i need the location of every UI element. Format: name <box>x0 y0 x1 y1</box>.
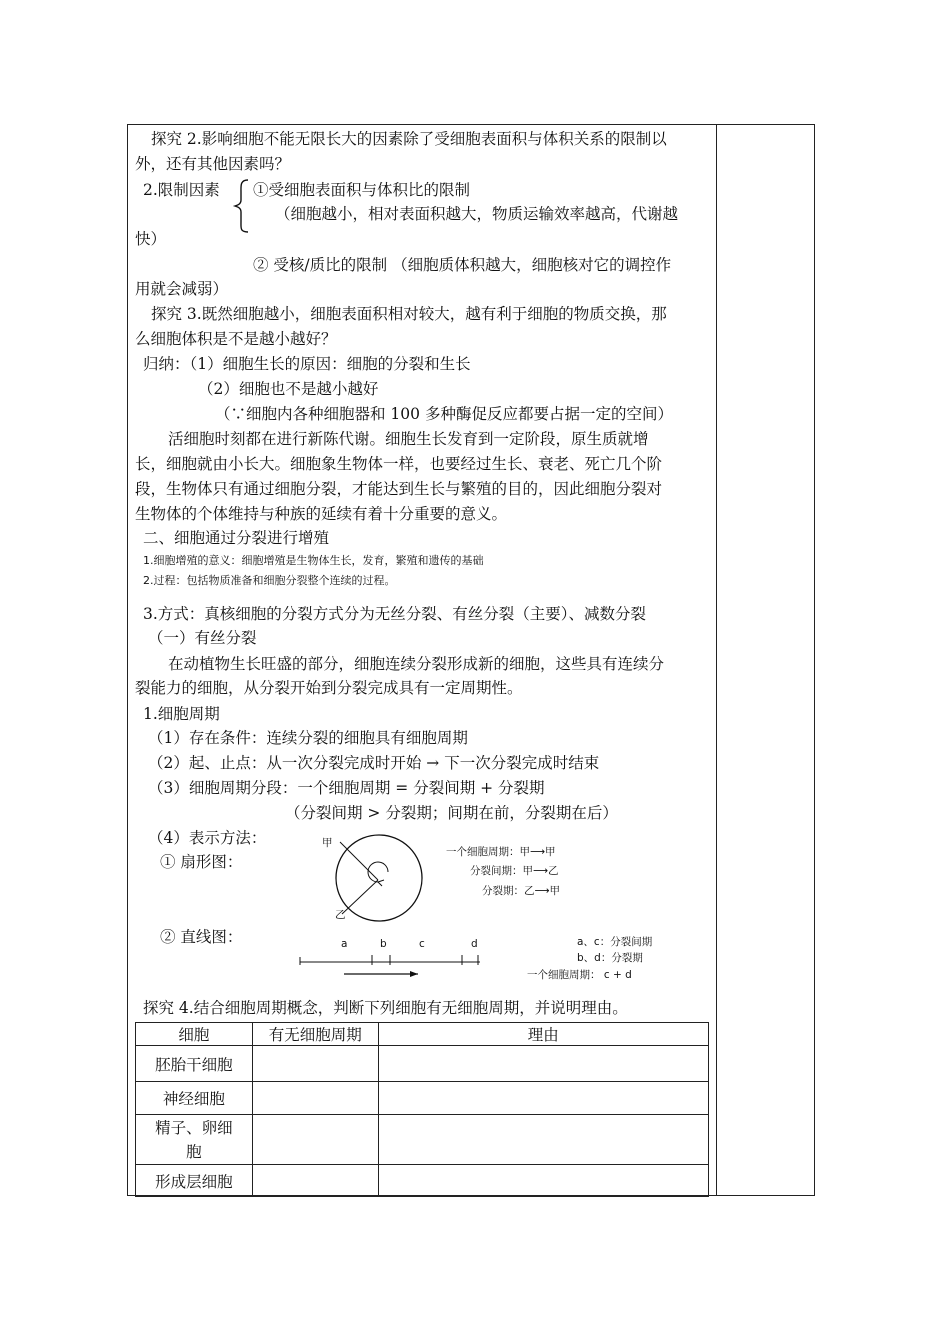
text-line: （细胞越小，相对表面积越大，物质运输效率越高，代谢越 <box>275 205 679 223</box>
text-line: 段，生物体只有通过细胞分裂，才能达到生长与繁殖的目的，因此细胞分裂对 <box>135 480 663 498</box>
table-cell <box>252 1046 378 1082</box>
table-header: 有无细胞周期 <box>252 1023 378 1046</box>
brace-icon <box>234 178 254 234</box>
text-line: ② 受核/质比的限制 （细胞质体积越大，细胞核对它的调控作 <box>253 256 672 274</box>
table-cell <box>378 1165 708 1197</box>
pie-legend-line: 一个细胞周期：甲⟶甲 <box>446 846 556 858</box>
label-jia: 甲 <box>322 837 333 849</box>
table-cell: 胚胎干细胞 <box>136 1046 253 1082</box>
text-line: 探究 4.结合细胞周期概念，判断下列细胞有无细胞周期，并说明理由。 <box>143 999 628 1017</box>
text-line: 2.限制因素 <box>143 181 220 199</box>
text-line: （2）细胞也不是越小越好 <box>198 380 379 398</box>
text-line: （∵细胞内各种细胞器和 100 多种酶促反应都要占据一定的空间） <box>215 405 673 423</box>
table-cell <box>252 1115 378 1165</box>
pie-legend-line: 分裂期：乙⟶甲 <box>482 885 561 897</box>
text-line: （一）有丝分裂 <box>148 629 257 647</box>
table-row <box>136 1082 709 1115</box>
table-cell <box>252 1082 378 1115</box>
text-line: 活细胞时刻都在进行新陈代谢。细胞生长发育到一定阶段，原生质就增 <box>168 430 649 448</box>
linear-legend-line: b、d：分裂期 <box>577 952 643 964</box>
table-cell <box>378 1046 708 1082</box>
table-row <box>136 1165 709 1197</box>
text-line: （1）存在条件：连续分裂的细胞具有细胞周期 <box>148 729 468 747</box>
table-cell <box>378 1082 708 1115</box>
table-row <box>136 1046 709 1082</box>
linear-legend-line: 一个细胞周期： c + d <box>527 969 632 981</box>
text-line: 在动植物生长旺盛的部分，细胞连续分裂形成新的细胞，这些具有连续分 <box>168 655 665 673</box>
table-row <box>136 1115 709 1165</box>
text-line: 探究 2.影响细胞不能无限长大的因素除了受细胞表面积与体积关系的限制以 <box>151 130 667 148</box>
column-divider <box>716 124 717 1196</box>
linear-label: d <box>471 938 478 950</box>
linear-label: b <box>380 938 387 950</box>
text-line: 长，细胞就由小长大。细胞象生物体一样，也要经过生长、衰老、死亡几个阶 <box>135 455 663 473</box>
text-line: （4）表示方法： <box>148 829 267 847</box>
text-line: 外，还有其他因素吗？ <box>135 155 291 173</box>
text-line: 裂能力的细胞，从分裂开始到分裂完成具有一定周期性。 <box>135 679 523 697</box>
text-line: 快） <box>135 230 167 248</box>
text-line: （2）起、止点：从一次分裂完成时开始 → 下一次分裂完成时结束 <box>148 754 600 772</box>
cell-cycle-table <box>135 1022 709 1197</box>
linear-legend-line: a、c：分裂间期 <box>577 936 653 948</box>
text-line: （3）细胞周期分段：一个细胞周期 = 分裂间期 + 分裂期 <box>148 779 545 797</box>
table-cell: 精子、卵细胞 <box>136 1115 253 1165</box>
text-line: 生物体的个体维持与种族的延续有着十分重要的意义。 <box>135 505 508 523</box>
text-line: 3.方式：真核细胞的分裂方式分为无丝分裂、有丝分裂（主要）、减数分裂 <box>143 605 647 623</box>
text-line: 么细胞体积是不是越小越好？ <box>135 330 337 348</box>
text-line: 1.细胞增殖的意义：细胞增殖是生物体生长，发育，繁殖和遗传的基础 <box>143 554 484 567</box>
linear-label: a <box>341 938 348 950</box>
table-cell <box>252 1165 378 1197</box>
text-line: ② 直线图： <box>160 928 243 946</box>
text-line: ① 扇形图： <box>160 853 243 871</box>
table-cell <box>378 1115 708 1165</box>
text-line: （分裂间期 > 分裂期；间期在前，分裂期在后） <box>285 804 618 822</box>
pie-legend-line: 分裂间期：甲⟶乙 <box>470 865 559 877</box>
cycle-linear-diagram <box>294 948 484 980</box>
text-line: ①受细胞表面积与体积比的限制 <box>253 181 471 199</box>
text-line: 2.过程：包括物质准备和细胞分裂整个连续的过程。 <box>143 574 396 587</box>
text-line: 1.细胞周期 <box>143 705 220 723</box>
text-line: 探究 3.既然细胞越小，细胞表面积相对较大，越有利于细胞的物质交换，那 <box>151 305 667 323</box>
linear-label: c <box>419 938 425 950</box>
text-line: 归纳：（1）细胞生长的原因：细胞的分裂和生长 <box>143 355 471 373</box>
section-heading: 二、细胞通过分裂进行增殖 <box>143 529 330 547</box>
text-line: 用就会减弱） <box>135 280 229 298</box>
table-header: 细胞 <box>136 1023 253 1046</box>
table-header: 理由 <box>378 1023 708 1046</box>
table-cell: 神经细胞 <box>136 1082 253 1115</box>
label-yi: 乙 <box>335 909 346 921</box>
table-cell: 形成层细胞 <box>136 1165 253 1197</box>
